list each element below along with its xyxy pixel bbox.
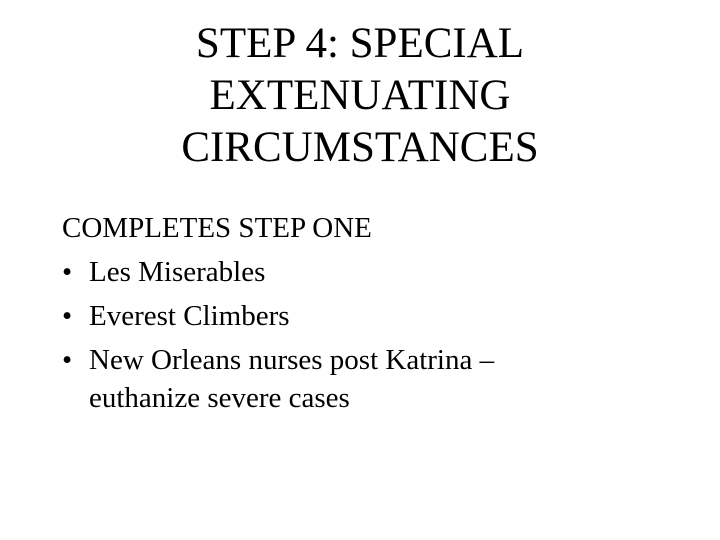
- bullet-text: Everest Climbers: [89, 300, 290, 332]
- bullet-text: New Orleans nurses post Katrina –: [89, 344, 495, 376]
- list-item: [62, 250, 682, 294]
- bullet-marker: •: [62, 344, 73, 376]
- title-line: STEP 4: SPECIAL: [195, 20, 525, 67]
- bullet-marker: •: [62, 256, 73, 288]
- bullet-text-continuation: euthanize severe cases: [89, 382, 350, 414]
- list-item: [62, 338, 682, 420]
- slide-title: [150, 18, 570, 174]
- bullet-list: [62, 250, 682, 420]
- list-item: [62, 294, 682, 338]
- slide-body: [62, 206, 682, 420]
- title-line: CIRCUMSTANCES: [181, 124, 539, 171]
- body-heading: COMPLETES STEP ONE: [62, 212, 372, 244]
- title-line: EXTENUATING: [209, 72, 511, 119]
- bullet-marker: •: [62, 300, 73, 332]
- bullet-text: Les Miserables: [89, 256, 266, 288]
